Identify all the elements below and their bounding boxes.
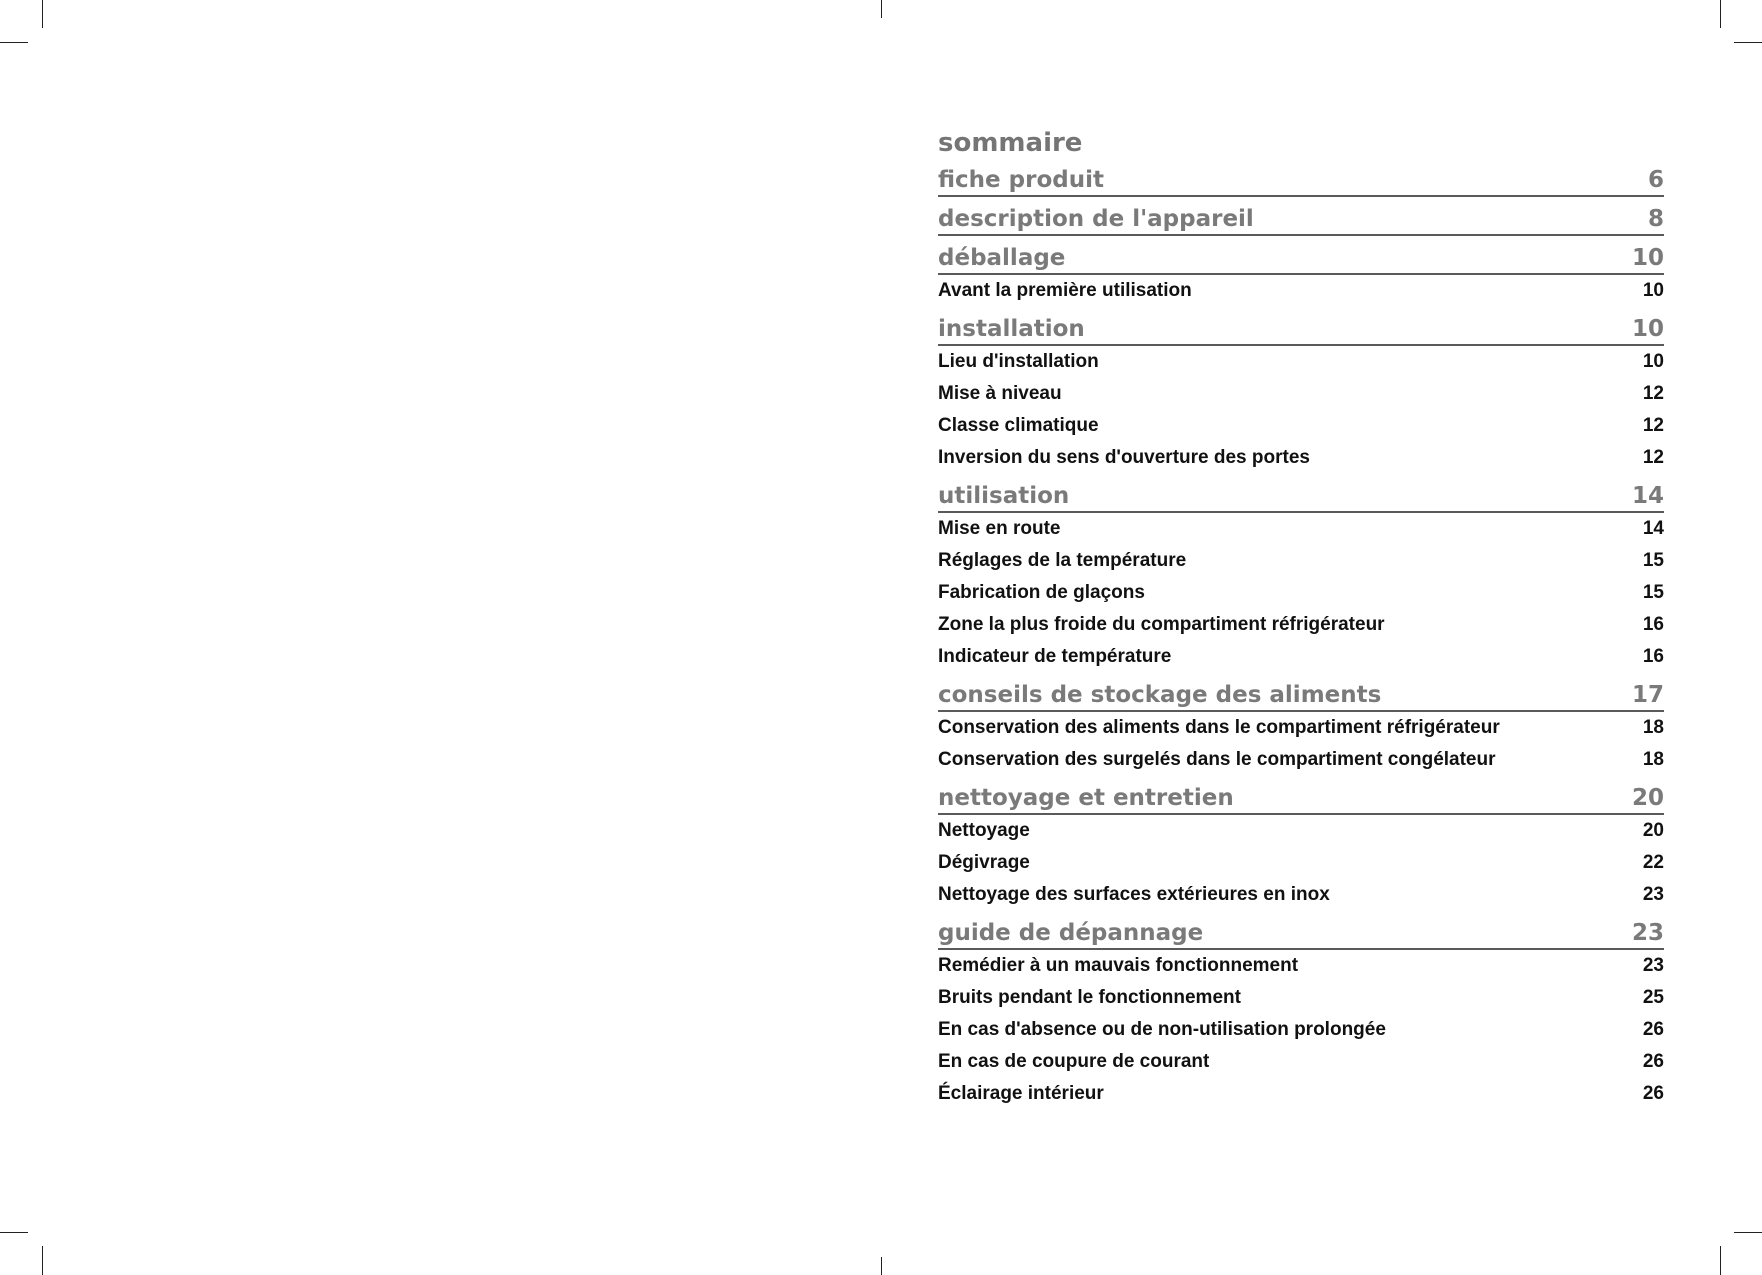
toc-entry[interactable] <box>938 982 1664 1014</box>
toc-entry-page: 12 <box>1642 383 1664 404</box>
toc-entry-page: 16 <box>1642 614 1664 635</box>
toc-entry-label: Nettoyage <box>938 820 1030 841</box>
toc-section-page: 10 <box>1631 316 1664 342</box>
toc-entry[interactable] <box>938 346 1664 378</box>
toc-entry-page: 10 <box>1642 280 1664 301</box>
toc-section[interactable] <box>938 914 1664 950</box>
toc-entry-page: 20 <box>1642 820 1664 841</box>
toc-section[interactable] <box>938 239 1664 275</box>
crop-mark-top-right-vertical <box>1720 0 1721 28</box>
toc-entry[interactable] <box>938 712 1664 744</box>
toc-entry-label: Réglages de la température <box>938 550 1187 571</box>
toc-entry-label: Mise à niveau <box>938 383 1062 404</box>
crop-mark-bottom-left-horizontal <box>0 1232 28 1233</box>
toc-section[interactable] <box>938 477 1664 513</box>
toc-entry[interactable] <box>938 950 1664 982</box>
toc-entry[interactable] <box>938 641 1664 673</box>
toc-section[interactable] <box>938 310 1664 346</box>
toc-entry[interactable] <box>938 545 1664 577</box>
toc-sections <box>938 161 1664 1110</box>
toc-entry-label: Dégivrage <box>938 852 1030 873</box>
crop-mark-bottom-right-horizontal <box>1734 1232 1762 1233</box>
toc-entry[interactable] <box>938 442 1664 474</box>
toc-entry[interactable] <box>938 577 1664 609</box>
crop-mark-bottom-center <box>881 1257 882 1275</box>
toc-section-title: nettoyage et entretien <box>938 785 1234 811</box>
toc-entry-page: 12 <box>1642 447 1664 468</box>
toc-section-page: 14 <box>1631 483 1664 509</box>
toc-entry-label: Nettoyage des surfaces extérieures en inox <box>938 884 1330 905</box>
toc-entry-label: Inversion du sens d'ouverture des portes <box>938 447 1310 468</box>
toc-entry[interactable] <box>938 609 1664 641</box>
toc-entry-page: 25 <box>1642 987 1664 1008</box>
toc-entry-label: Éclairage intérieur <box>938 1083 1104 1104</box>
toc-section-page: 23 <box>1631 920 1664 946</box>
toc-entry-label: Mise en route <box>938 518 1061 539</box>
toc-title: sommaire <box>938 128 1083 158</box>
toc-entry-page: 23 <box>1642 955 1664 976</box>
toc-entry-label: En cas d'absence ou de non-utilisation prolongée <box>938 1019 1386 1040</box>
toc-entry[interactable] <box>938 513 1664 545</box>
toc-entry-page: 16 <box>1642 646 1664 667</box>
toc-entry-page: 22 <box>1642 852 1664 873</box>
toc-entry-label: Conservation des surgelés dans le compartiment congélateur <box>938 749 1496 770</box>
toc-entry-label: Remédier à un mauvais fonctionnement <box>938 955 1299 976</box>
toc-section-title: installation <box>938 316 1085 342</box>
toc-entry-label: Fabrication de glaçons <box>938 582 1145 603</box>
toc-entry-label: Bruits pendant le fonctionnement <box>938 987 1241 1008</box>
toc-entry-page: 26 <box>1642 1083 1664 1104</box>
toc-entry-page: 23 <box>1642 884 1664 905</box>
toc-section[interactable] <box>938 676 1664 712</box>
toc-entry-page: 12 <box>1642 415 1664 436</box>
crop-mark-top-center <box>881 0 882 18</box>
toc-entry-page: 10 <box>1642 351 1664 372</box>
toc-entry-label: Conservation des aliments dans le compartiment réfrigérateur <box>938 717 1500 738</box>
toc-section[interactable] <box>938 779 1664 815</box>
toc-entry[interactable] <box>938 275 1664 307</box>
toc-entry[interactable] <box>938 1014 1664 1046</box>
toc-entry[interactable] <box>938 879 1664 911</box>
crop-mark-top-left-horizontal <box>0 42 28 43</box>
toc-entry-page: 18 <box>1642 717 1664 738</box>
table-of-contents <box>938 125 1664 1110</box>
toc-section-title: description de l'appareil <box>938 206 1254 232</box>
toc-section[interactable] <box>938 161 1664 197</box>
crop-mark-bottom-left-vertical <box>42 1246 43 1275</box>
toc-section-page: 20 <box>1631 785 1664 811</box>
toc-entry-page: 26 <box>1642 1051 1664 1072</box>
crop-mark-bottom-right-vertical <box>1720 1246 1721 1275</box>
crop-mark-top-left-vertical <box>42 0 43 28</box>
toc-section-title: utilisation <box>938 483 1070 509</box>
toc-entry[interactable] <box>938 1078 1664 1110</box>
toc-entry[interactable] <box>938 744 1664 776</box>
toc-section-page: 8 <box>1647 206 1664 232</box>
toc-entry-label: Indicateur de température <box>938 646 1172 667</box>
toc-section[interactable] <box>938 200 1664 236</box>
toc-entry-label: En cas de coupure de courant <box>938 1051 1210 1072</box>
toc-entry-label: Classe climatique <box>938 415 1099 436</box>
toc-entry-label: Lieu d'installation <box>938 351 1099 372</box>
toc-entry-page: 14 <box>1642 518 1664 539</box>
toc-section-title: conseils de stockage des aliments <box>938 682 1382 708</box>
toc-entry-page: 15 <box>1642 550 1664 571</box>
toc-section-title: fiche produit <box>938 167 1104 193</box>
toc-entry-page: 15 <box>1642 582 1664 603</box>
toc-entry[interactable] <box>938 847 1664 879</box>
toc-entry-label: Avant la première utilisation <box>938 280 1192 301</box>
toc-section-title: déballage <box>938 245 1066 271</box>
toc-section-page: 17 <box>1631 682 1664 708</box>
toc-section-title: guide de dépannage <box>938 920 1204 946</box>
toc-section-page: 6 <box>1647 167 1664 193</box>
toc-section-page: 10 <box>1631 245 1664 271</box>
toc-entry-page: 26 <box>1642 1019 1664 1040</box>
toc-entry[interactable] <box>938 410 1664 442</box>
toc-entry-label: Zone la plus froide du compartiment réfrigérateur <box>938 614 1385 635</box>
toc-entry[interactable] <box>938 378 1664 410</box>
toc-entry[interactable] <box>938 1046 1664 1078</box>
crop-mark-top-right-horizontal <box>1734 42 1762 43</box>
toc-entry[interactable] <box>938 815 1664 847</box>
toc-entry-page: 18 <box>1642 749 1664 770</box>
